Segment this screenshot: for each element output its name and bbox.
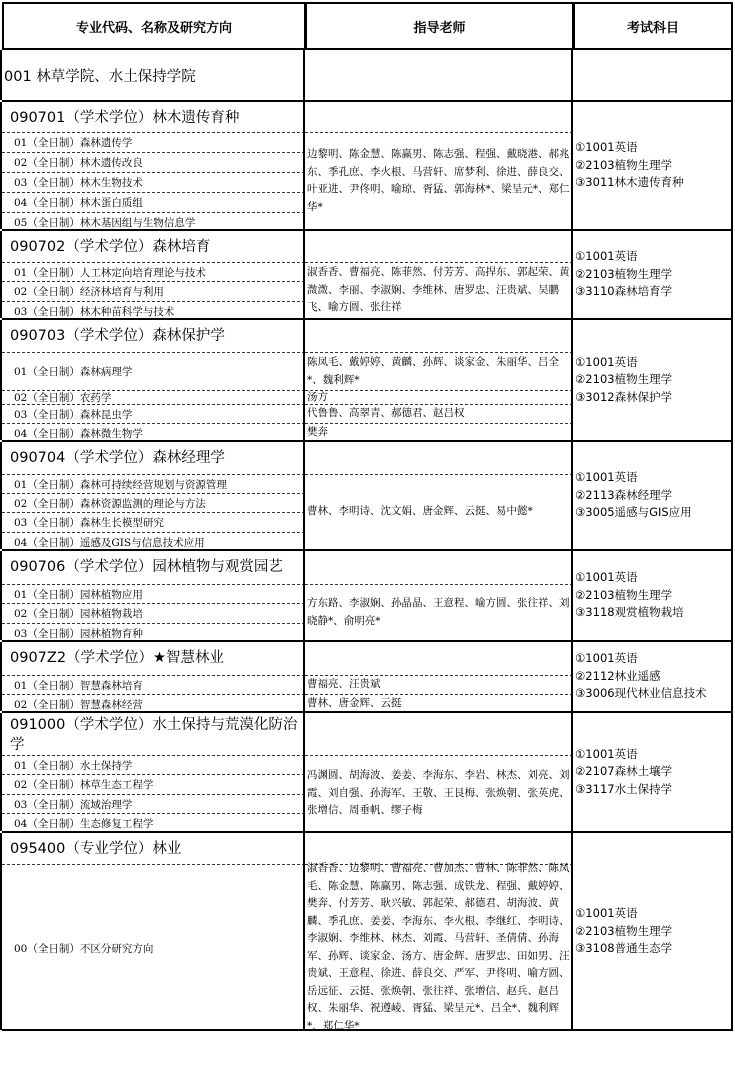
exams-column	[571, 642, 733, 711]
research-direction: 04（全日制）生态修复工程学	[2, 813, 305, 833]
exams-column	[571, 320, 733, 440]
exam-list	[573, 551, 731, 640]
exam-list	[573, 320, 731, 440]
exam-subject: ③3011林木遗传育种	[575, 175, 684, 190]
college-row	[2, 48, 733, 100]
research-direction: 01（全日制）森林遗传学	[2, 132, 305, 152]
advisor-names: 曹福亮、汪贵斌	[307, 678, 381, 691]
research-direction: 01（全日制）园林植物应用	[2, 584, 305, 603]
advisor-row	[305, 390, 573, 404]
exams-column	[571, 833, 733, 1030]
program-section	[2, 100, 733, 229]
advisors-column	[303, 231, 573, 318]
research-direction: 01（全日制）人工林定向培育理论与技术	[2, 262, 305, 281]
research-direction: 02（全日制）林草生态工程学	[2, 774, 305, 794]
advisor-names: 樊奔	[307, 426, 328, 439]
program-column	[0, 551, 305, 640]
advisors-column	[303, 102, 573, 229]
exams-column	[571, 231, 733, 318]
empty-cell	[571, 50, 733, 100]
advisor-list	[305, 675, 573, 713]
advisor-names: 曹林、李明诗、沈文娟、唐金辉、云挺、易中懿*	[307, 505, 533, 518]
exam-list	[573, 713, 731, 831]
header-advisors: 指导老师	[305, 2, 574, 49]
program-column	[0, 231, 305, 318]
exams-column	[571, 102, 733, 229]
exam-subject: ③3012森林保护学	[575, 389, 673, 404]
program-column	[0, 320, 305, 440]
program-title: 090706（学术学位）园林植物与观赏园艺	[10, 559, 283, 575]
exam-subject: ②2112林业遥感	[575, 668, 661, 683]
advisors-column	[303, 642, 573, 711]
exam-subject: ①1001英语	[575, 249, 638, 264]
research-direction: 02（全日制）林木遗传改良	[2, 152, 305, 172]
exam-subject: ③3108普通生态学	[575, 941, 673, 956]
exam-list	[573, 102, 731, 229]
research-direction: 03（全日制）森林昆虫学	[2, 404, 305, 423]
research-direction: 03（全日制）森林生长模型研究	[2, 512, 305, 532]
research-direction: 03（全日制）林木种苗科学与技术	[2, 301, 305, 320]
exam-subject: ①1001英语	[575, 470, 638, 485]
exam-subject: ③3117水土保持学	[575, 781, 673, 796]
research-direction: 03（全日制）流域治理学	[2, 794, 305, 813]
advisor-area	[305, 864, 573, 1030]
advisors-column	[303, 833, 573, 1030]
advisor-area	[305, 584, 573, 640]
exam-subject: ②2103植物生理学	[575, 587, 673, 602]
program-title: 095400（专业学位）林业	[10, 841, 182, 857]
advisor-area	[305, 132, 573, 229]
advisor-names: 汤方	[307, 390, 328, 403]
empty-cell	[303, 50, 573, 100]
header-major: 专业代码、名称及研究方向	[2, 2, 306, 49]
exam-list	[573, 642, 731, 711]
advisor-names: 代鲁鲁、高翠青、郝德君、赵吕权	[307, 407, 465, 420]
exam-list	[573, 442, 731, 549]
advisor-names: 方东路、李淑娴、孙晶晶、王意程、喻方圆、张往祥、刘晓静*、俞明亮*	[307, 597, 570, 627]
advisor-area	[305, 474, 573, 549]
exam-list	[573, 231, 731, 318]
advisors-column	[303, 551, 573, 640]
advisors-column	[303, 713, 573, 831]
research-direction: 02（全日制）园林植物栽培	[2, 603, 305, 623]
program-column	[0, 713, 305, 831]
program-section	[2, 229, 733, 318]
research-direction: 01（全日制）智慧森林培育	[2, 675, 305, 694]
exams-column	[571, 442, 733, 549]
exam-subject: ②2103植物生理学	[575, 923, 673, 938]
advisor-names: 边黎明、陈金慧、陈赢男、陈志强、程强、戴晓港、郝兆东、季孔庶、李火根、马营轩、席梦利、徐进、薛良交、叶亚进、尹佟明、喻琼、胥猛、郭海林*、梁呈元*、郑仁华*	[307, 148, 570, 213]
exam-subject: ②2107森林土壤学	[575, 764, 673, 779]
advisor-area	[305, 755, 573, 831]
research-direction: 01（全日制）森林病理学	[2, 352, 305, 390]
exams-column	[571, 713, 733, 831]
research-direction: 03（全日制）林木生物技术	[2, 172, 305, 192]
exam-subject: ③3110森林培育学	[575, 284, 673, 299]
program-column	[0, 102, 305, 229]
program-title: 090702（学术学位）森林培育	[10, 239, 211, 255]
program-title: 090704（学术学位）森林经理学	[10, 450, 225, 466]
research-direction: 02（全日制）森林资源监测的理论与方法	[2, 493, 305, 512]
program-section	[2, 549, 733, 640]
program-section	[2, 831, 733, 1030]
program-title: 090701（学术学位）林木遗传育种	[10, 110, 240, 126]
exam-list	[573, 833, 731, 1030]
advisor-names: 曹林、唐金辉、云挺	[307, 697, 402, 710]
research-direction: 04（全日制）森林微生物学	[2, 423, 305, 442]
research-direction: 02（全日制）经济林培育与利用	[2, 281, 305, 301]
exam-subject: ②2103植物生理学	[575, 266, 673, 281]
advisor-names: 淑香香、边黎明、曹福亮、曹加杰、曹林、陈菲然、陈凤毛、陈金慧、陈赢男、陈志强、成铁龙、程强、戴婷婷、樊奔、付芳芳、耿兴敏、郭起荣、郝德君、胡海波、黄麟、季孔庶、姜姜、李海东、李火根、李继红、李明诗、李淑娴、李维林、林杰、刘霞、马营轩、圣倩倩、孙海军、孙辉、谈家金、汤方、唐金辉、唐罗忠、田如男、汪贵斌、王意程、徐进、薛良交、严军、尹佟明、喻方圆、岳远征、云挺、张焕朝、张往祥、张增信、赵兵、赵吕权、朱丽华、祝遵崚、胥猛、梁呈元*、吕全*、魏利辉*、郑仁华*	[307, 862, 570, 1032]
research-direction: 05（全日制）林木基因组与生物信息学	[2, 212, 305, 231]
exam-subject: ①1001英语	[575, 906, 638, 921]
exam-subject: ①1001英语	[575, 746, 638, 761]
advisor-area	[305, 262, 573, 318]
exam-subject: ③3006现代林业信息技术	[575, 686, 707, 701]
advisors-column	[303, 442, 573, 549]
advisor-names: 陈凤毛、戴婷婷、黄麟、孙辉、谈家金、朱丽华、吕全*、魏利辉*	[307, 356, 559, 386]
research-direction: 02（全日制）农药学	[2, 390, 305, 404]
program-section	[2, 640, 733, 711]
exam-subject: ①1001英语	[575, 570, 638, 585]
college-name: 001 林草学院、水土保持学院	[0, 50, 305, 100]
program-column	[0, 442, 305, 549]
exam-subject: ③3118观赏植物栽培	[575, 605, 684, 620]
exam-subject: ②2113森林经理学	[575, 487, 673, 502]
research-direction: 02（全日制）智慧森林经营	[2, 694, 305, 713]
program-title: 090703（学术学位）森林保护学	[10, 328, 225, 344]
program-title: 0907Z2（学术学位）★智慧林业	[10, 650, 225, 666]
research-direction: 01（全日制）水土保持学	[2, 755, 305, 774]
advisors-column	[303, 320, 573, 440]
advisor-names: 冯渊圆、胡海波、姜姜、李海东、李岩、林杰、刘亮、刘霞、刘自强、孙海军、王敬、王艮梅、张焕朝、张英虎、张增信、周垂帆、缪子梅	[307, 769, 570, 817]
advisor-row	[305, 675, 573, 694]
exams-column	[571, 551, 733, 640]
program-section	[2, 711, 733, 831]
research-direction: 03（全日制）园林植物育种	[2, 623, 305, 642]
research-direction: 04（全日制）遥感及GIS与信息技术应用	[2, 532, 305, 551]
advisor-list	[305, 352, 573, 442]
exam-subject: ①1001英语	[575, 140, 638, 155]
program-column	[0, 833, 305, 1030]
advisor-row	[305, 404, 573, 423]
program-column	[0, 642, 305, 711]
header-exams: 考试科目	[573, 2, 733, 49]
program-section	[2, 318, 733, 440]
table-bottom-border	[2, 1029, 733, 1031]
advisor-row	[305, 352, 573, 390]
exam-subject: ②2103植物生理学	[575, 372, 673, 387]
advisor-names: 淑香香、曹福亮、陈菲然、付芳芳、高捍东、郭起荣、黄溦溦、李丽、李淑娴、李维林、唐罗忠、汪贵斌、吴鹏飞、喻方圆、张往祥	[307, 266, 570, 314]
research-direction: 00（全日制）不区分研究方向	[2, 864, 305, 1032]
program-section	[2, 440, 733, 549]
exam-subject: ②2103植物生理学	[575, 157, 673, 172]
exam-subject: ①1001英语	[575, 651, 638, 666]
research-direction: 01（全日制）森林可持续经营规划与资源管理	[2, 474, 305, 493]
exam-subject: ①1001英语	[575, 354, 638, 369]
research-direction: 04（全日制）林木蛋白质组	[2, 192, 305, 212]
program-title: 091000（学术学位）水土保持与荒漠化防治学	[10, 717, 298, 753]
exam-subject: ③3005遥感与GIS应用	[575, 505, 692, 520]
